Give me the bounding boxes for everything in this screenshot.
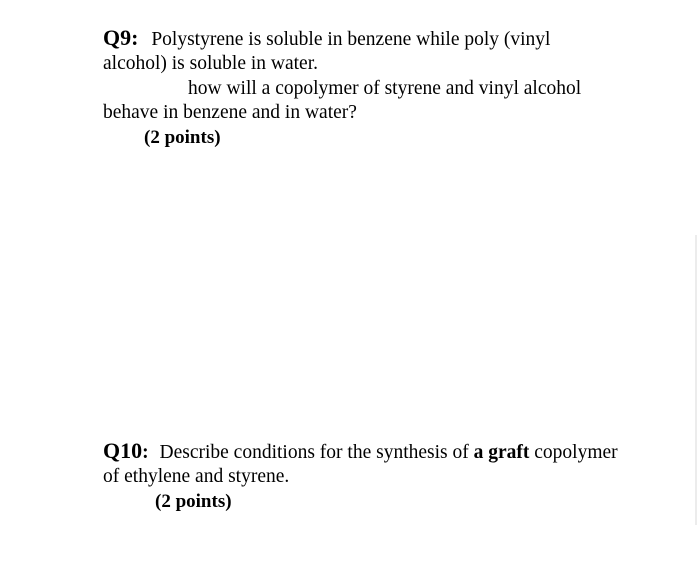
q10-line-1 [103,439,618,465]
q9-line-4: behave in benzene and in water? [103,102,357,123]
q9-text-line-1: Polystyrene is soluble in benzene while poly (vinyl [151,29,551,50]
q10-text-line-1-post: copolymer [534,442,618,463]
q10-number: Q10 [103,438,143,463]
q10-colon: : [142,442,149,463]
q9-line-2: alcohol) is soluble in water. [103,53,318,74]
q9-points: (2 points) [144,127,221,148]
q10-text-line-1-bold: a graft [473,442,530,463]
q10-line-2: of ethylene and styrene. [103,466,290,487]
q10-points: (2 points) [155,491,232,512]
q10-text-line-1-pre: Describe conditions for the synthesis of [159,442,469,463]
page-edge-divider [695,235,697,525]
q9-line-3: how will a copolymer of styrene and vinyl alcohol [188,78,582,99]
q9-number: Q9: [103,25,139,50]
q9-line-1 [103,26,596,52]
